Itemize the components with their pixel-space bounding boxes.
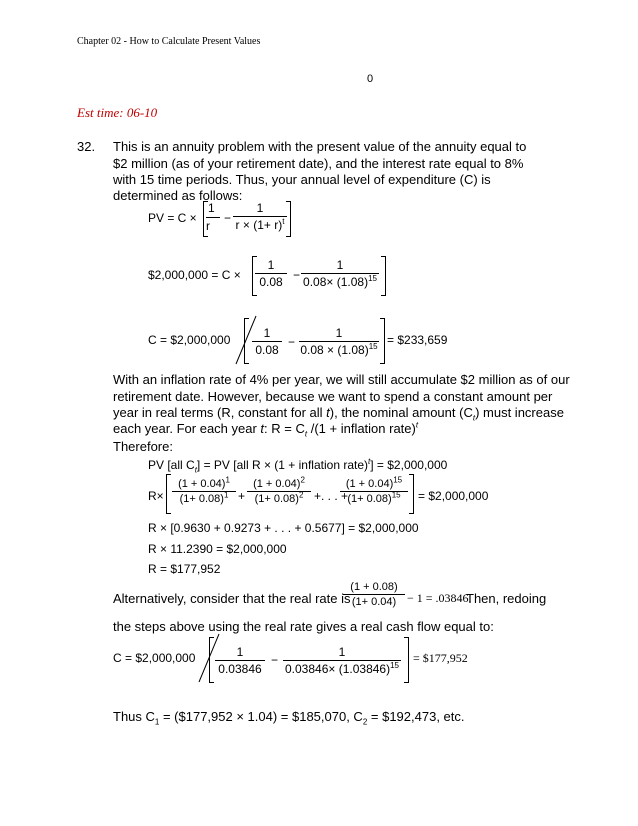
para2-line-4: each year. For each year t: $R = C_t$ /(1 + inflation rate)$^t$ — [113, 420, 419, 439]
eq1-frac-b: $\frac{1}{r \times (1+ r)^t}$ — [233, 201, 287, 232]
eq6-sum: R × [0.9630 + 0.9273 + . . . + 0.5677] = $2,000,000 — [148, 521, 419, 535]
chapter-header: Chapter 02 - How to Calculate Present Values — [77, 36, 261, 47]
eq1-minus: − — [224, 211, 232, 225]
eq2-frac-a: $\frac{1}{0.08}$ — [255, 258, 287, 289]
eq9-frac-b: $\frac{1}{0.03846\times (1.03846)^{15}}$ — [285, 645, 399, 676]
eq3-lhs: C = $2,000,000 — [148, 333, 231, 347]
est-time: Est time: 06-10 — [77, 105, 158, 120]
therefore-label: Therefore: — [113, 439, 173, 454]
eq5-rhs: = $2,000,000 — [418, 489, 489, 503]
eq5-frac-3: $\frac{(1 + 0.04)^{15}}{(1+ 0.08)^{15}}$ — [340, 478, 408, 505]
para2-line-1: With an inflation rate of 4% per year, we will still accumulate $2 million as of our — [113, 372, 570, 387]
eq7-product: R × 11.2390 = $2,000,000 — [148, 542, 287, 556]
eq1-frac-a: $\frac{1}{r}$ — [206, 201, 220, 233]
alt-expr: − 1 = .03846. — [407, 591, 472, 605]
eq9-lhs: C = $2,000,000 — [113, 651, 196, 665]
para2-line-2: retirement date. However, because we want to spend a constant amount per — [113, 389, 553, 404]
eq9-right-bracket — [404, 637, 409, 683]
eq3-rhs: = $233,659 — [387, 333, 448, 347]
eq5-frac-1: $\frac{(1 + 0.04)^1}{(1+ 0.08)^1}$ — [172, 478, 236, 505]
final-line: Thus $C_1$ = ($177,952 × 1.04) = $185,070, $C_2$ = $192,473, etc. — [113, 709, 465, 727]
eq2-frac-b: $\frac{1}{0.08\times (1.08)^{15}}$ — [301, 258, 379, 289]
problem-number: 32. — [77, 139, 96, 154]
alt-text-b: Then, redoing — [466, 591, 547, 606]
alt-text-a: Alternatively, consider that the real rate is — [113, 591, 351, 606]
page-number: 0 — [367, 73, 374, 85]
eq9-frac-a: $\frac{1}{0.03846}$ — [215, 645, 265, 676]
intro-line-2: $2 million (as of your retirement date), and the interest rate equal to 8% — [113, 156, 524, 171]
eq5-ellipsis: +. . . + — [314, 489, 349, 503]
eq9-minus: − — [271, 653, 279, 667]
eq9-rhs: = $177,952 — [413, 651, 468, 665]
eq3-frac-b: $\frac{1}{0.08 \times (1.08)^{15}}$ — [300, 326, 378, 357]
intro-line-1: This is an annuity problem with the present value of the annuity equal to — [113, 139, 527, 154]
eq4-pv-equivalence: PV [all $C_t$] = PV [all R × (1 + inflation rate)$^t$] = $2,000,000 — [148, 457, 448, 475]
alt-frac: $\frac{(1 + 0.08)}{(1+ 0.04)}$ — [343, 581, 405, 608]
eq5-frac-2: $\frac{(1 + 0.04)^2}{(1+ 0.08)^2}$ — [247, 478, 311, 505]
eq5-plus: + — [238, 489, 246, 503]
eq2-minus: − — [293, 268, 301, 282]
eq3-minus: − — [288, 335, 296, 349]
eq2-lhs: $2,000,000 = C × — [148, 268, 241, 282]
para2-line-3: year in real terms (R, constant for all t), the nominal amount $(C_t)$ must increase — [113, 405, 564, 423]
intro-line-4: determined as follows: — [113, 188, 243, 203]
eq9-left-bracket — [209, 637, 214, 683]
eq3-frac-a: $\frac{1}{0.08}$ — [252, 326, 282, 357]
intro-line-3: with 15 time periods. Thus, your annual level of expenditure (C) is — [113, 172, 491, 187]
eq1-lhs: PV = C × — [148, 211, 197, 225]
steps-line: the steps above using the real rate gives a real cash flow equal to: — [113, 619, 494, 634]
eq5-lhs: R× — [148, 489, 164, 503]
eq8-result: R = $177,952 — [148, 562, 221, 576]
